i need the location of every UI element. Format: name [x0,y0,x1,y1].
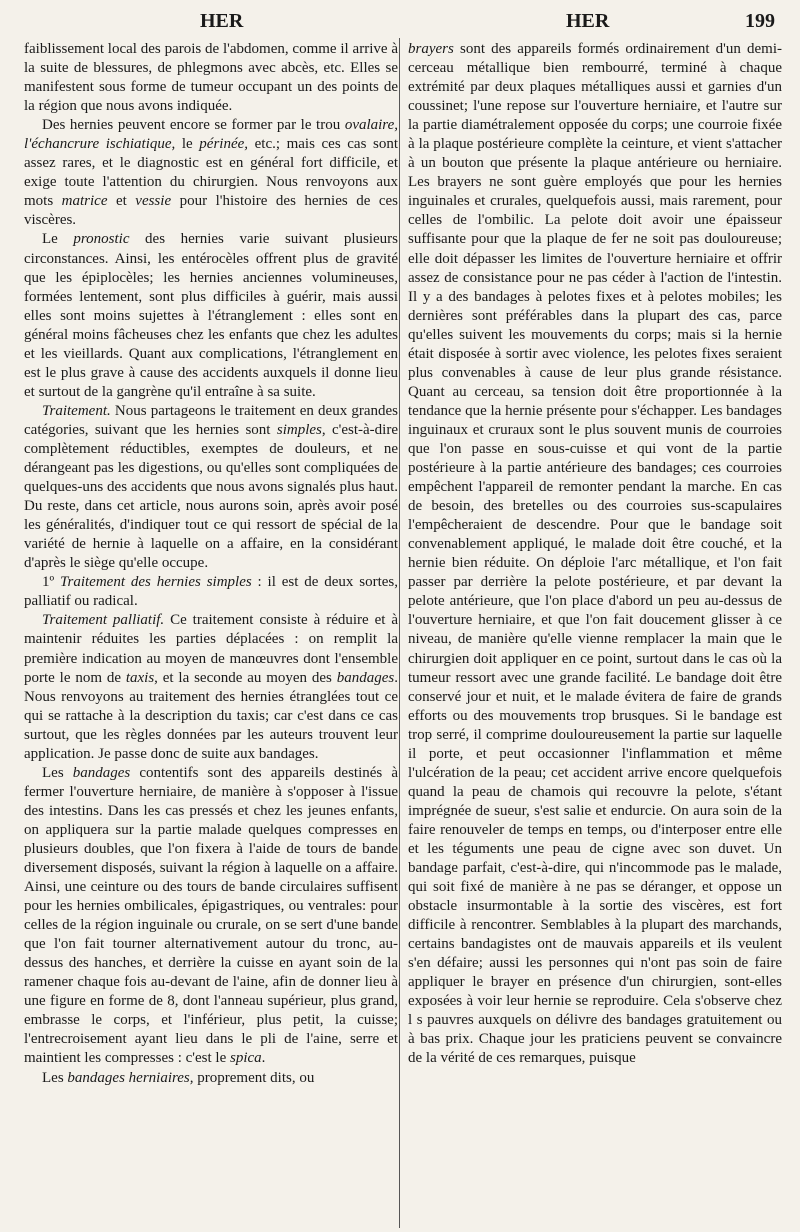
page-number: 199 [745,10,775,32]
paragraph: Traitement palliatif. Ce traitement consiste à réduire et à maintenir réduites les parties déplacées : on remplit la première indication au moyen de manœuvres dont l'ensemble porte le nom de taxis, et la seconde au moyen des bandages. Nous renvoyons au traitement des hernies étranglées tout ce qui se rattache à la description du taxis; car c'est dans ce cas surtout, que les règles données par les auteurs trouvent leur application. Je passe donc de suite aux bandages. [24,612,398,762]
left-column [24,40,398,1088]
paragraph: Traitement. Nous partageons le traitement en deux grandes catégories, suivant que les hernies sont simples, c'est-à-dire complètement réductibles, exemptes de douleurs, et ne dérangeant pas les digestions, ou qu'elles sont compliquées de quelques-uns des accidents que nous avons signalés plus haut. Du reste, dans cet article, nous aurons soin, après avoir posé les généralités, d'indiquer tout ce qui ressort de spécial de la variété de hernie à laquelle on a affaire, en la considérant d'après le siège qu'elle occupe. [24,402,398,572]
paragraph: 1º Traitement des hernies simples : il est de deux sortes, palliatif ou radical. [24,574,399,610]
paragraph: Des hernies peuvent encore se former par le trou ovalaire, l'échancrure ischiatique, le périnée, etc.; mais ces cas sont assez rares, et le diagnostic est en général fort difficile, et exige toute l'attention du chirurgien. Nous renvoyons aux mots matrice et vessie pour l'histoire des hernies de ces viscères. [24,117,399,229]
paragraph: faiblissement local des parois de l'abdomen, comme il arrive à la suite de blessures, de phlegmons avec abcès, etc. Elles se manifestent sous forme de tumeur occupant un des points de la région que nous avons indiquée. [24,41,398,115]
right-column [408,40,782,1069]
paragraph: Le pronostic des hernies varie suivant plusieurs circonstances. Ainsi, les entérocèles offrent plus de gravité que les épiplocèles; les hernies anciennes volumineuses, formées lentement, sont plus difficiles à guérir, mais aussi elles sont moins sujettes à l'étranglement : elles sont en général moins fâcheuses chez les enfants que chez les adultes et les vieillards. Quant aux complications, l'étranglement en est le plus grave à cause des accidents auxquels il donne lieu et surtout de la gangrène qu'il entraîne à sa suite. [24,231,399,400]
running-header [0,0,800,40]
paragraph: brayers sont des appareils formés ordinairement d'un demi-cerceau métallique bien rembourré, terminé à chaque extrémité par deux plaques métalliques aussi et garnies d'un coussinet; l'une repose sur l'ouverture herniaire, et l'autre sur la partie diamétralement opposée du corps; une courroie fixée à la plaque postérieure complète la ceinture, et vient s'attacher à un bouton que présente la plaque antérieure ou herniaire. Les brayers ne sont guère employés que pour les hernies inguinales et crurales, quelquefois aussi, mais rarement, pour celles de l'ombilic. La pelote doit avoir une épaisseur suffisante pour que la plaque de fer ne soit pas douloureuse; elle doit dépasser les limites de l'ouverture herniaire et offrir assez de consistance pour ne pas céder à l'action de l'intestin. Il y a des bandages à pelotes fixes et à pelotes mobiles; les dernières sont préférables dans la plupart des cas, parce qu'elles suivent les mouvements du corps; mais si la hernie était disposée à sortir avec violence, les pelotes fixes seraient plus convenables à cause de leur plus grande résistance. Quant au cerceau, sa tension doit être proportionnée à la tendance que la hernie présente pour s'échapper. Les bandages inguinaux et cruraux sont le plus souvent munis de courroies que l'on passe en sous-cuisse et qui vont de la partie postérieure à la partie antérieure des bandages; ces courroies empêchent l'appareil de remonter pendant la marche. En cas de besoin, des bretelles ou des courroies sus-scapulaires l'empêcheraient de descendre. Pour que le bandage soit convenablement appliqué, le malade doit être couché, et la hernie bien réduite. On déploie l'arc métallique, et l'on fait passer par derrière la pelote postérieure, et par devant la pelote antérieure, que l'on place d'abord un peu au-dessus de l'ouverture herniaire, et que l'on fait doucement glisser à ce niveau, de manière qu'elle vienne remplacer la main que le chirurgien doit appliquer en ce point, surtout dans le cas où la tumeur ressort avec une grande facilité. Le bandage doit être conservé jour et nuit, et le malade évitera de faire de grands efforts ou des mouvements trop brusques. Si le bandage est trop serré, il comprime douloureusement la partie sur laquelle il porte, et peut occasionner l'inflammation et même l'ulcération de la peau; cet accident arrive encore quelquefois quand la peau de chamois qui recouvre la pelote, s'étant imprégnée de sueur, s'est salie et endurcie. On aura soin de la faire renouveler de temps en temps, ou d'interposer entre elle et les téguments une peau de cigne avec son duvet. Un bandage parfait, c'est-à-dire, qui n'incommode pas le malade, qui soit fixé de manière à ne pas se déranger, et oppose un obstacle insurmontable à la sortie des viscères, est fort difficile à rencontrer. Semblables à la plupart des marchands, certains bandagistes ont de mauvais appareils et ils veulent s'en défaire; aussi les personnes qui n'ont pas soin de faire appliquer le brayer en présence d'un chirurgien, sont-elles exposées à voir leur hernie se reproduire. Cela s'observe chez l s pauvres auxquels on délivre des bandages gratuitement ou à bas prix. Chaque jour les praticiens peuvent se convaincre de la vérité de ces remarques, puisque [408,41,782,1067]
running-title-left: HER [200,10,244,32]
column-divider [399,38,400,1228]
paragraph: Les bandages contentifs sont des appareils destinés à fermer l'ouverture herniaire, de manière à s'opposer à l'issue des intestins. Dans les cas pressés et chez les jeunes enfants, on appliquera sur la partie malade quelques compresses en plusieurs doubles, que l'on fixera à l'aide de tours de bande diversement disposés, suivant la région à laquelle on a affaire. Ainsi, une ceinture ou des tours de bande circulaires suffisent pour les hernies ombilicales, épigastriques, ou ventrales: pour celles de la région inguinale ou crurale, on se sert d'une bande que l'on fait tourner alternativement autour du tronc, au-dessus des hanches, et derrière la cuisse en ayant soin de la ramener chaque fois au-devant de l'aine, afin de donner lieu à une figure en forme de 8, dont l'anneau supérieur, plus grand, embrasse le corps, et l'inférieur, plus petit, la cuisse; l'entrecroisement ayant lieu dans le pli de l'aine, serre et maintient les compresses : c'est le spica. [24,764,398,1067]
running-title-right: HER [566,10,610,32]
paragraph: Les bandages herniaires, proprement dits, ou [42,1069,315,1086]
